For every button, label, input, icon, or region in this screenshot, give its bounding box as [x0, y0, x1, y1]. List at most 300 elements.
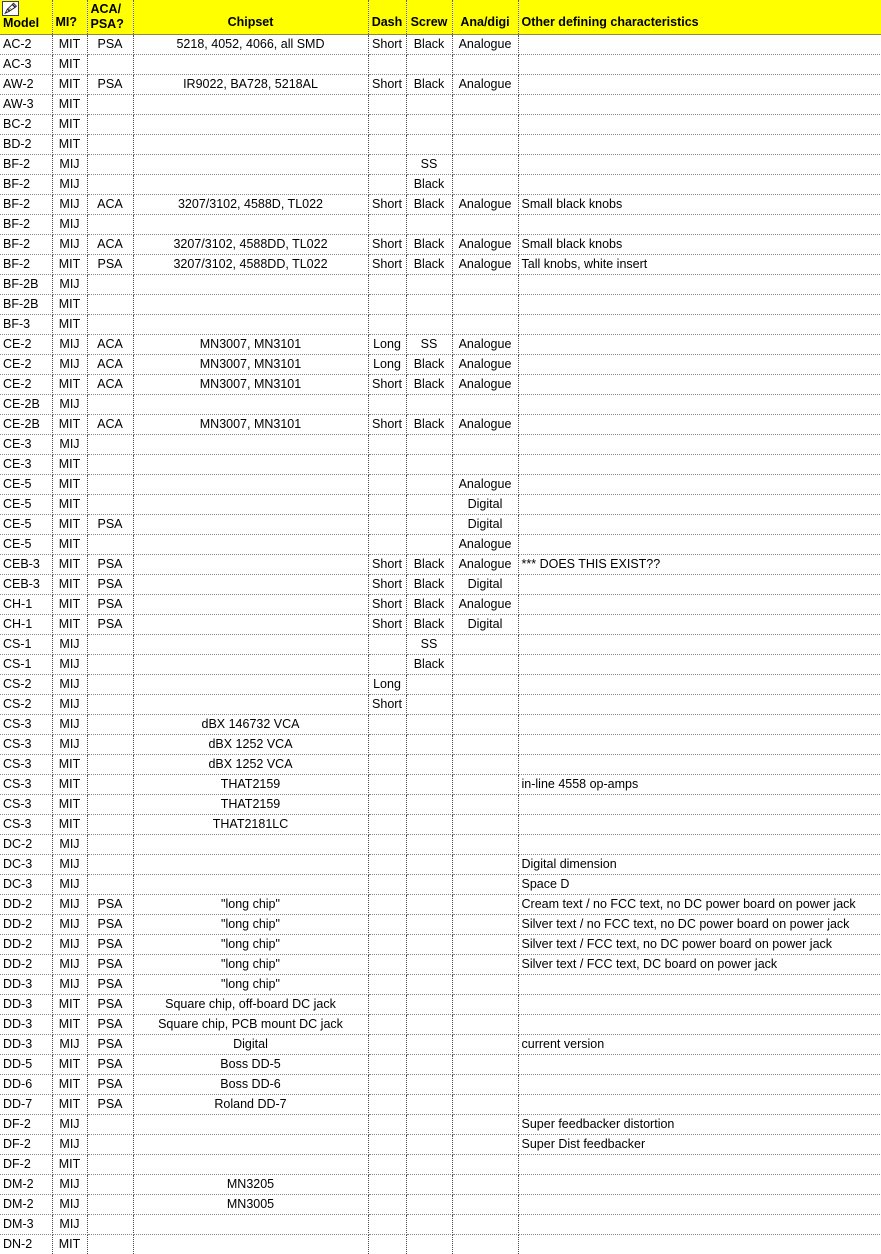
cell-chipset[interactable]: [133, 1134, 368, 1154]
table-row[interactable]: [0, 234, 881, 254]
cell-mi[interactable]: MIJ: [52, 714, 87, 734]
cell-chipset[interactable]: [133, 674, 368, 694]
cell-ana[interactable]: [452, 834, 518, 854]
cell-model[interactable]: DD-3: [0, 1034, 52, 1054]
cell-chipset[interactable]: [133, 394, 368, 414]
cell-chipset[interactable]: "long chip": [133, 974, 368, 994]
cell-screw[interactable]: Black: [406, 234, 452, 254]
table-row[interactable]: [0, 834, 881, 854]
cell-model[interactable]: DD-3: [0, 1014, 52, 1034]
cell-screw[interactable]: [406, 1114, 452, 1134]
cell-model[interactable]: CEB-3: [0, 574, 52, 594]
cell-dash[interactable]: [368, 1114, 406, 1134]
cell-ana[interactable]: [452, 1114, 518, 1134]
cell-ana[interactable]: [452, 174, 518, 194]
table-row[interactable]: [0, 414, 881, 434]
cell-aca[interactable]: PSA: [87, 994, 133, 1014]
cell-chipset[interactable]: [133, 514, 368, 534]
cell-dash[interactable]: [368, 94, 406, 114]
cell-aca[interactable]: [87, 1174, 133, 1194]
cell-other[interactable]: [518, 1234, 881, 1254]
cell-chipset[interactable]: [133, 474, 368, 494]
cell-other[interactable]: [518, 414, 881, 434]
cell-ana[interactable]: [452, 754, 518, 774]
table-row[interactable]: [0, 594, 881, 614]
table-row[interactable]: [0, 814, 881, 834]
cell-ana[interactable]: [452, 1014, 518, 1034]
cell-model[interactable]: BC-2: [0, 114, 52, 134]
cell-model[interactable]: CS-2: [0, 694, 52, 714]
cell-model[interactable]: AC-2: [0, 34, 52, 54]
cell-model[interactable]: AW-2: [0, 74, 52, 94]
cell-mi[interactable]: MIJ: [52, 234, 87, 254]
column-header-mi[interactable]: MI?: [52, 0, 87, 34]
cell-aca[interactable]: PSA: [87, 34, 133, 54]
cell-ana[interactable]: Analogue: [452, 374, 518, 394]
cell-other[interactable]: [518, 514, 881, 534]
cell-aca[interactable]: [87, 54, 133, 74]
cell-other[interactable]: [518, 54, 881, 74]
cell-other[interactable]: [518, 494, 881, 514]
cell-mi[interactable]: MIT: [52, 1054, 87, 1074]
column-header-screw[interactable]: Screw: [406, 0, 452, 34]
table-row[interactable]: [0, 474, 881, 494]
cell-screw[interactable]: [406, 694, 452, 714]
table-row[interactable]: [0, 954, 881, 974]
table-row[interactable]: [0, 294, 881, 314]
table-row[interactable]: [0, 114, 881, 134]
cell-mi[interactable]: MIJ: [52, 694, 87, 714]
cell-other[interactable]: [518, 714, 881, 734]
cell-dash[interactable]: Short: [368, 574, 406, 594]
cell-mi[interactable]: MIJ: [52, 654, 87, 674]
cell-mi[interactable]: MIJ: [52, 854, 87, 874]
cell-aca[interactable]: [87, 214, 133, 234]
cell-aca[interactable]: [87, 294, 133, 314]
cell-dash[interactable]: [368, 1094, 406, 1114]
cell-other[interactable]: [518, 1094, 881, 1114]
cell-other[interactable]: [518, 1014, 881, 1034]
cell-mi[interactable]: MIJ: [52, 634, 87, 654]
cell-aca[interactable]: ACA: [87, 414, 133, 434]
cell-aca[interactable]: [87, 774, 133, 794]
cell-dash[interactable]: Long: [368, 354, 406, 374]
cell-model[interactable]: CH-1: [0, 594, 52, 614]
cell-model[interactable]: CS-3: [0, 754, 52, 774]
cell-mi[interactable]: MIT: [52, 114, 87, 134]
cell-dash[interactable]: Short: [368, 194, 406, 214]
cell-chipset[interactable]: [133, 54, 368, 74]
cell-ana[interactable]: [452, 954, 518, 974]
cell-other[interactable]: [518, 454, 881, 474]
cell-screw[interactable]: [406, 514, 452, 534]
cell-ana[interactable]: [452, 314, 518, 334]
cell-chipset[interactable]: [133, 434, 368, 454]
cell-aca[interactable]: [87, 814, 133, 834]
cell-aca[interactable]: [87, 494, 133, 514]
cell-model[interactable]: CE-5: [0, 474, 52, 494]
cell-model[interactable]: BF-2: [0, 234, 52, 254]
cell-dash[interactable]: Short: [368, 74, 406, 94]
table-row[interactable]: [0, 654, 881, 674]
cell-mi[interactable]: MIJ: [52, 1114, 87, 1134]
cell-chipset[interactable]: MN3007, MN3101: [133, 354, 368, 374]
cell-dash[interactable]: [368, 174, 406, 194]
cell-dash[interactable]: [368, 514, 406, 534]
cell-model[interactable]: CE-2B: [0, 414, 52, 434]
cell-screw[interactable]: [406, 814, 452, 834]
cell-ana[interactable]: Analogue: [452, 334, 518, 354]
table-row[interactable]: [0, 994, 881, 1014]
cell-mi[interactable]: MIT: [52, 374, 87, 394]
cell-dash[interactable]: [368, 1134, 406, 1154]
cell-ana[interactable]: [452, 894, 518, 914]
cell-aca[interactable]: PSA: [87, 74, 133, 94]
cell-model[interactable]: DF-2: [0, 1114, 52, 1134]
cell-ana[interactable]: [452, 1034, 518, 1054]
cell-chipset[interactable]: Roland DD-7: [133, 1094, 368, 1114]
cell-ana[interactable]: [452, 1074, 518, 1094]
cell-chipset[interactable]: [133, 154, 368, 174]
table-row[interactable]: [0, 1234, 881, 1254]
table-row[interactable]: [0, 1094, 881, 1114]
cell-model[interactable]: CE-2B: [0, 394, 52, 414]
cell-ana[interactable]: [452, 634, 518, 654]
cell-aca[interactable]: PSA: [87, 1074, 133, 1094]
cell-aca[interactable]: [87, 1134, 133, 1154]
column-header-chipset[interactable]: Chipset: [133, 0, 368, 34]
cell-other[interactable]: [518, 434, 881, 454]
cell-aca[interactable]: [87, 434, 133, 454]
cell-screw[interactable]: [406, 114, 452, 134]
cell-chipset[interactable]: [133, 694, 368, 714]
cell-mi[interactable]: MIJ: [52, 434, 87, 454]
cell-mi[interactable]: MIJ: [52, 674, 87, 694]
cell-screw[interactable]: SS: [406, 634, 452, 654]
cell-aca[interactable]: [87, 674, 133, 694]
cell-ana[interactable]: Analogue: [452, 534, 518, 554]
cell-aca[interactable]: [87, 694, 133, 714]
cell-dash[interactable]: [368, 734, 406, 754]
cell-mi[interactable]: MIT: [52, 514, 87, 534]
cell-mi[interactable]: MIJ: [52, 974, 87, 994]
cell-other[interactable]: [518, 1074, 881, 1094]
cell-model[interactable]: DD-6: [0, 1074, 52, 1094]
cell-dash[interactable]: [368, 1034, 406, 1054]
table-row[interactable]: [0, 554, 881, 574]
cell-screw[interactable]: Black: [406, 194, 452, 214]
cell-ana[interactable]: Analogue: [452, 414, 518, 434]
cell-other[interactable]: [518, 834, 881, 854]
cell-aca[interactable]: [87, 714, 133, 734]
cell-screw[interactable]: Black: [406, 74, 452, 94]
cell-other[interactable]: [518, 94, 881, 114]
cell-dash[interactable]: Long: [368, 334, 406, 354]
table-row[interactable]: [0, 934, 881, 954]
cell-dash[interactable]: [368, 654, 406, 674]
cell-chipset[interactable]: [133, 634, 368, 654]
cell-model[interactable]: DD-3: [0, 974, 52, 994]
cell-dash[interactable]: [368, 1074, 406, 1094]
cell-model[interactable]: BF-2: [0, 194, 52, 214]
cell-other[interactable]: [518, 974, 881, 994]
column-header-aca-psa[interactable]: [87, 0, 133, 34]
cell-chipset[interactable]: [133, 834, 368, 854]
cell-aca[interactable]: [87, 274, 133, 294]
cell-aca[interactable]: [87, 854, 133, 874]
cell-aca[interactable]: PSA: [87, 614, 133, 634]
cell-ana[interactable]: Analogue: [452, 34, 518, 54]
cell-aca[interactable]: ACA: [87, 354, 133, 374]
cell-model[interactable]: BF-3: [0, 314, 52, 334]
cell-aca[interactable]: [87, 654, 133, 674]
cell-screw[interactable]: [406, 714, 452, 734]
cell-screw[interactable]: [406, 754, 452, 774]
cell-screw[interactable]: Black: [406, 614, 452, 634]
cell-chipset[interactable]: "long chip": [133, 914, 368, 934]
cell-other[interactable]: [518, 174, 881, 194]
cell-screw[interactable]: [406, 1234, 452, 1254]
cell-other[interactable]: [518, 294, 881, 314]
cell-screw[interactable]: [406, 954, 452, 974]
cell-chipset[interactable]: [133, 294, 368, 314]
cell-mi[interactable]: MIT: [52, 1154, 87, 1174]
cell-model[interactable]: CS-3: [0, 794, 52, 814]
cell-dash[interactable]: [368, 1194, 406, 1214]
table-row[interactable]: [0, 614, 881, 634]
cell-chipset[interactable]: [133, 274, 368, 294]
cell-dash[interactable]: [368, 1054, 406, 1074]
cell-ana[interactable]: Digital: [452, 494, 518, 514]
cell-mi[interactable]: MIJ: [52, 734, 87, 754]
cell-other[interactable]: [518, 694, 881, 714]
cell-model[interactable]: DM-2: [0, 1174, 52, 1194]
cell-mi[interactable]: MIT: [52, 74, 87, 94]
cell-ana[interactable]: Analogue: [452, 554, 518, 574]
table-row[interactable]: [0, 974, 881, 994]
cell-ana[interactable]: [452, 854, 518, 874]
cell-mi[interactable]: MIT: [52, 534, 87, 554]
cell-model[interactable]: BF-2: [0, 174, 52, 194]
cell-ana[interactable]: [452, 674, 518, 694]
cell-other[interactable]: Digital dimension: [518, 854, 881, 874]
cell-mi[interactable]: MIJ: [52, 954, 87, 974]
cell-mi[interactable]: MIT: [52, 54, 87, 74]
cell-chipset[interactable]: Boss DD-6: [133, 1074, 368, 1094]
cell-ana[interactable]: Analogue: [452, 74, 518, 94]
cell-dash[interactable]: [368, 854, 406, 874]
cell-mi[interactable]: MIJ: [52, 174, 87, 194]
cell-model[interactable]: CS-3: [0, 714, 52, 734]
cell-chipset[interactable]: MN3007, MN3101: [133, 374, 368, 394]
cell-aca[interactable]: [87, 1154, 133, 1174]
cell-chipset[interactable]: [133, 1214, 368, 1234]
cell-screw[interactable]: [406, 434, 452, 454]
cell-chipset[interactable]: 3207/3102, 4588DD, TL022: [133, 234, 368, 254]
table-row[interactable]: [0, 634, 881, 654]
cell-model[interactable]: CS-1: [0, 634, 52, 654]
cell-ana[interactable]: [452, 1154, 518, 1174]
table-row[interactable]: [0, 434, 881, 454]
cell-other[interactable]: [518, 314, 881, 334]
cell-screw[interactable]: [406, 894, 452, 914]
cell-chipset[interactable]: "long chip": [133, 954, 368, 974]
cell-aca[interactable]: [87, 794, 133, 814]
cell-model[interactable]: CE-3: [0, 454, 52, 474]
table-row[interactable]: [0, 1174, 881, 1194]
cell-other[interactable]: [518, 394, 881, 414]
cell-chipset[interactable]: MN3007, MN3101: [133, 414, 368, 434]
cell-chipset[interactable]: 3207/3102, 4588D, TL022: [133, 194, 368, 214]
cell-dash[interactable]: [368, 714, 406, 734]
cell-other[interactable]: [518, 154, 881, 174]
cell-other[interactable]: [518, 994, 881, 1014]
cell-model[interactable]: CS-3: [0, 734, 52, 754]
cell-mi[interactable]: MIJ: [52, 874, 87, 894]
cell-aca[interactable]: [87, 174, 133, 194]
table-row[interactable]: [0, 94, 881, 114]
cell-other[interactable]: [518, 794, 881, 814]
cell-chipset[interactable]: Square chip, PCB mount DC jack: [133, 1014, 368, 1034]
cell-screw[interactable]: Black: [406, 594, 452, 614]
cell-screw[interactable]: [406, 834, 452, 854]
cell-dash[interactable]: [368, 474, 406, 494]
cell-other[interactable]: [518, 1154, 881, 1174]
cell-ana[interactable]: [452, 814, 518, 834]
cell-screw[interactable]: [406, 394, 452, 414]
cell-other[interactable]: Cream text / no FCC text, no DC power board on power jack: [518, 894, 881, 914]
table-row[interactable]: [0, 354, 881, 374]
cell-screw[interactable]: [406, 794, 452, 814]
cell-other[interactable]: [518, 114, 881, 134]
cell-aca[interactable]: [87, 394, 133, 414]
cell-aca[interactable]: [87, 314, 133, 334]
cell-dash[interactable]: [368, 494, 406, 514]
column-header-dash[interactable]: Dash: [368, 0, 406, 34]
cell-model[interactable]: BF-2: [0, 154, 52, 174]
table-row[interactable]: [0, 534, 881, 554]
cell-ana[interactable]: [452, 54, 518, 74]
cell-model[interactable]: DD-2: [0, 934, 52, 954]
cell-other[interactable]: [518, 1214, 881, 1234]
cell-mi[interactable]: MIT: [52, 754, 87, 774]
cell-mi[interactable]: MIT: [52, 254, 87, 274]
cell-chipset[interactable]: [133, 314, 368, 334]
cell-screw[interactable]: [406, 1154, 452, 1174]
cell-dash[interactable]: [368, 294, 406, 314]
cell-aca[interactable]: PSA: [87, 1034, 133, 1054]
cell-chipset[interactable]: THAT2159: [133, 774, 368, 794]
cell-mi[interactable]: MIT: [52, 594, 87, 614]
cell-screw[interactable]: [406, 474, 452, 494]
table-row[interactable]: [0, 1134, 881, 1154]
table-row[interactable]: [0, 514, 881, 534]
cell-ana[interactable]: [452, 714, 518, 734]
table-row[interactable]: [0, 274, 881, 294]
table-row[interactable]: [0, 314, 881, 334]
cell-dash[interactable]: Short: [368, 34, 406, 54]
cell-ana[interactable]: Digital: [452, 614, 518, 634]
cell-dash[interactable]: Short: [368, 254, 406, 274]
cell-chipset[interactable]: 5218, 4052, 4066, all SMD: [133, 34, 368, 54]
cell-mi[interactable]: MIT: [52, 1014, 87, 1034]
cell-chipset[interactable]: "long chip": [133, 934, 368, 954]
cell-dash[interactable]: [368, 634, 406, 654]
cell-ana[interactable]: Digital: [452, 574, 518, 594]
cell-ana[interactable]: [452, 694, 518, 714]
cell-screw[interactable]: [406, 1034, 452, 1054]
cell-model[interactable]: DD-2: [0, 954, 52, 974]
cell-chipset[interactable]: [133, 574, 368, 594]
cell-aca[interactable]: ACA: [87, 334, 133, 354]
cell-dash[interactable]: [368, 794, 406, 814]
cell-mi[interactable]: MIJ: [52, 394, 87, 414]
table-row[interactable]: [0, 794, 881, 814]
cell-mi[interactable]: MIT: [52, 454, 87, 474]
cell-chipset[interactable]: [133, 214, 368, 234]
cell-dash[interactable]: [368, 954, 406, 974]
cell-aca[interactable]: PSA: [87, 574, 133, 594]
table-row[interactable]: [0, 674, 881, 694]
cell-model[interactable]: DM-3: [0, 1214, 52, 1234]
cell-mi[interactable]: MIT: [52, 94, 87, 114]
table-row[interactable]: [0, 1034, 881, 1054]
table-row[interactable]: [0, 714, 881, 734]
cell-aca[interactable]: [87, 114, 133, 134]
cell-screw[interactable]: Black: [406, 174, 452, 194]
cell-model[interactable]: DC-3: [0, 854, 52, 874]
cell-other[interactable]: [518, 734, 881, 754]
cell-chipset[interactable]: [133, 534, 368, 554]
cell-chipset[interactable]: MN3005: [133, 1194, 368, 1214]
cell-chipset[interactable]: [133, 1154, 368, 1174]
cell-other[interactable]: [518, 814, 881, 834]
cell-mi[interactable]: MIT: [52, 1094, 87, 1114]
table-row[interactable]: [0, 1074, 881, 1094]
cell-mi[interactable]: MIT: [52, 1234, 87, 1254]
cell-dash[interactable]: [368, 1234, 406, 1254]
cell-mi[interactable]: MIT: [52, 574, 87, 594]
cell-mi[interactable]: MIT: [52, 614, 87, 634]
cell-ana[interactable]: [452, 974, 518, 994]
cell-aca[interactable]: PSA: [87, 1014, 133, 1034]
cell-aca[interactable]: [87, 634, 133, 654]
cell-chipset[interactable]: [133, 854, 368, 874]
cell-mi[interactable]: MIJ: [52, 274, 87, 294]
cell-mi[interactable]: MIJ: [52, 154, 87, 174]
cell-model[interactable]: AW-3: [0, 94, 52, 114]
cell-model[interactable]: DC-2: [0, 834, 52, 854]
cell-screw[interactable]: [406, 1014, 452, 1034]
cell-aca[interactable]: PSA: [87, 954, 133, 974]
cell-aca[interactable]: [87, 454, 133, 474]
column-header-other[interactable]: Other defining characteristics: [518, 0, 881, 34]
cell-dash[interactable]: [368, 974, 406, 994]
cell-dash[interactable]: [368, 274, 406, 294]
table-row[interactable]: [0, 1014, 881, 1034]
table-row[interactable]: [0, 374, 881, 394]
cell-other[interactable]: [518, 654, 881, 674]
cell-aca[interactable]: PSA: [87, 1054, 133, 1074]
cell-aca[interactable]: [87, 754, 133, 774]
cell-mi[interactable]: MIJ: [52, 354, 87, 374]
cell-mi[interactable]: MIJ: [52, 214, 87, 234]
cell-aca[interactable]: [87, 534, 133, 554]
cell-dash[interactable]: Short: [368, 374, 406, 394]
cell-screw[interactable]: Black: [406, 374, 452, 394]
cell-model[interactable]: BF-2B: [0, 294, 52, 314]
cell-chipset[interactable]: [133, 874, 368, 894]
